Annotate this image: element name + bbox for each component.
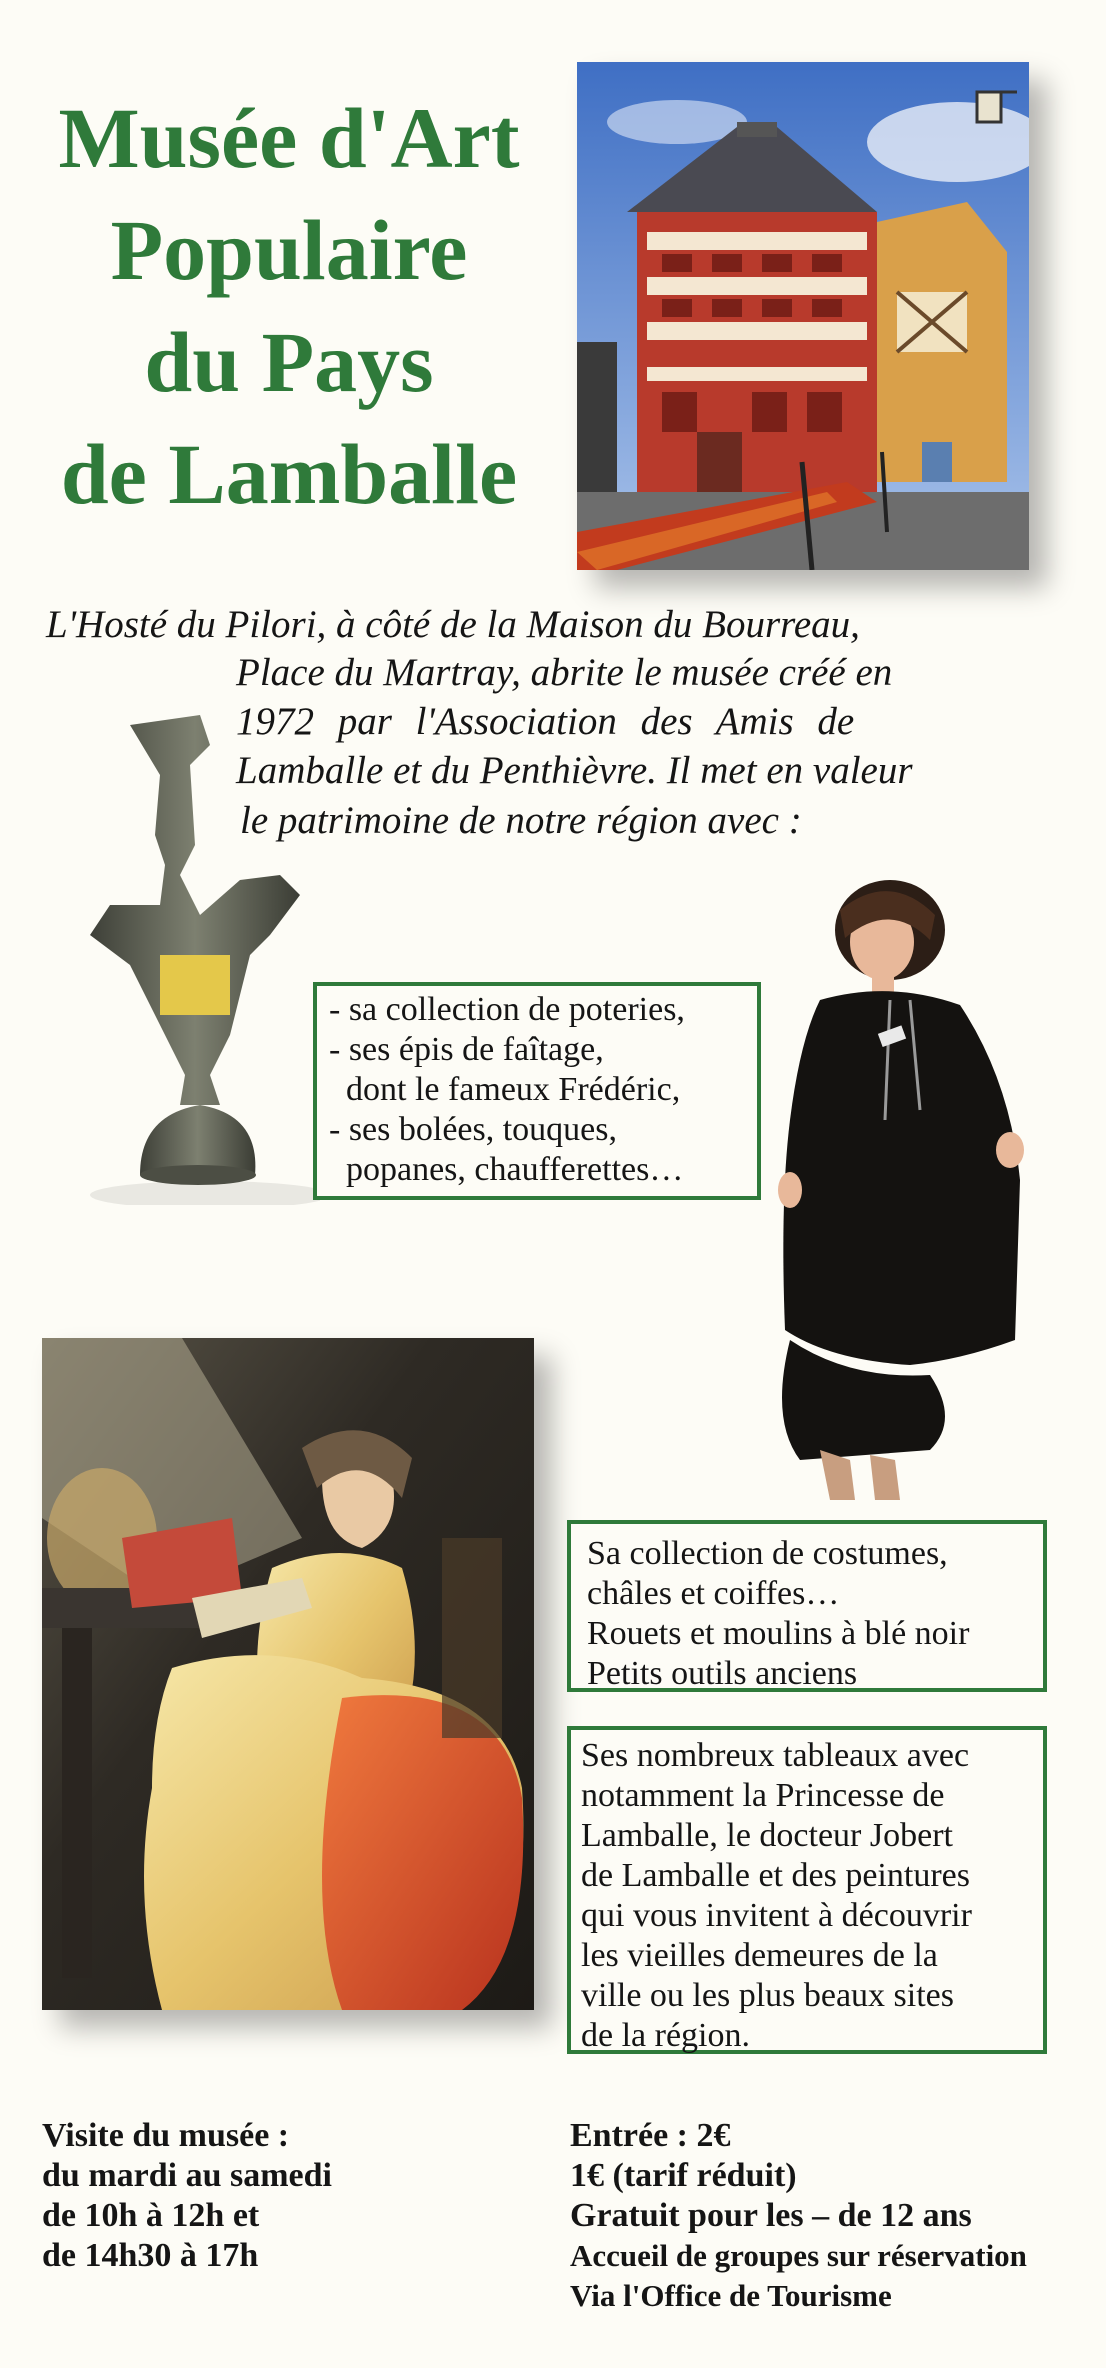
admission-reduced: 1€ (tarif réduit) — [570, 2157, 797, 2194]
box-poteries-line: - ses épis de faîtage, — [329, 1031, 604, 1068]
box-tableaux-line: ville ou les plus beaux sites — [581, 1977, 955, 2014]
box-costumes-line: Petits outils anciens — [587, 1655, 858, 1692]
intro-line-3: 1972 par l'Association des Amis de — [236, 700, 855, 743]
box-poteries-line: - ses bolées, touques, — [329, 1111, 618, 1148]
box-tableaux-line: qui vous invitent à découvrir — [581, 1897, 972, 1934]
box-poteries — [313, 982, 761, 1200]
visit-afternoon-hours: de 14h30 à 17h — [42, 2237, 259, 2274]
title-line-2: Populaire — [110, 202, 468, 298]
princess-de-lamballe-painting — [42, 1338, 534, 2010]
title-line-4: de Lamballe — [60, 426, 518, 522]
box-poteries-line: - sa collection de poteries, — [329, 991, 685, 1028]
box-tableaux-line: Ses nombreux tableaux avec — [581, 1737, 970, 1774]
box-tableaux-line: notamment la Princesse de — [581, 1777, 945, 1814]
pottery-finial-image — [70, 705, 320, 1205]
box-poteries-line: popanes, chaufferettes… — [329, 1151, 684, 1188]
title-line-1: Musée d'Art — [58, 90, 520, 186]
visit-days: du mardi au samedi — [42, 2157, 332, 2194]
visit-hours — [42, 2116, 332, 2276]
costume-mannequin-image — [760, 860, 1050, 1520]
intro-line-1: L'Hosté du Pilori, à côté de la Maison du Bourreau, — [46, 603, 860, 646]
box-poteries-line: dont le fameux Frédéric, — [329, 1071, 681, 1108]
box-tableaux-line: de Lamballe et des peintures — [581, 1857, 970, 1894]
box-tableaux-line: de la région. — [581, 2017, 750, 2054]
box-costumes-line: Rouets et moulins à blé noir — [587, 1615, 970, 1652]
visit-heading: Visite du musée : — [42, 2117, 290, 2154]
box-tableaux-line: Lamballe, le docteur Jobert — [581, 1817, 953, 1854]
visit-morning-hours: de 10h à 12h et — [42, 2197, 260, 2234]
admission-price: Entrée : 2€ — [570, 2117, 731, 2154]
intro-line-5: le patrimoine de notre région avec : — [240, 799, 802, 842]
intro-line-2: Place du Martray, abrite le musée créé en — [236, 651, 893, 694]
title-line-3: du Pays — [144, 314, 434, 410]
box-costumes-line: châles et coiffes… — [587, 1575, 840, 1612]
intro-line-4: Lamballe et du Penthièvre. Il met en valeur — [236, 749, 913, 792]
admission-free: Gratuit pour les – de 12 ans — [570, 2197, 972, 2234]
box-tableaux-line: les vieilles demeures de la — [581, 1937, 938, 1974]
museum-building-photo — [577, 62, 1029, 570]
page-title — [24, 82, 554, 530]
tourist-office: Via l'Office de Tourisme — [570, 2278, 892, 2313]
box-costumes — [567, 1520, 1047, 1692]
admission-info — [570, 2116, 1027, 2316]
group-booking: Accueil de groupes sur réservation — [570, 2238, 1027, 2273]
box-tableaux — [567, 1726, 1047, 2054]
box-costumes-line: Sa collection de costumes, — [587, 1535, 948, 1572]
